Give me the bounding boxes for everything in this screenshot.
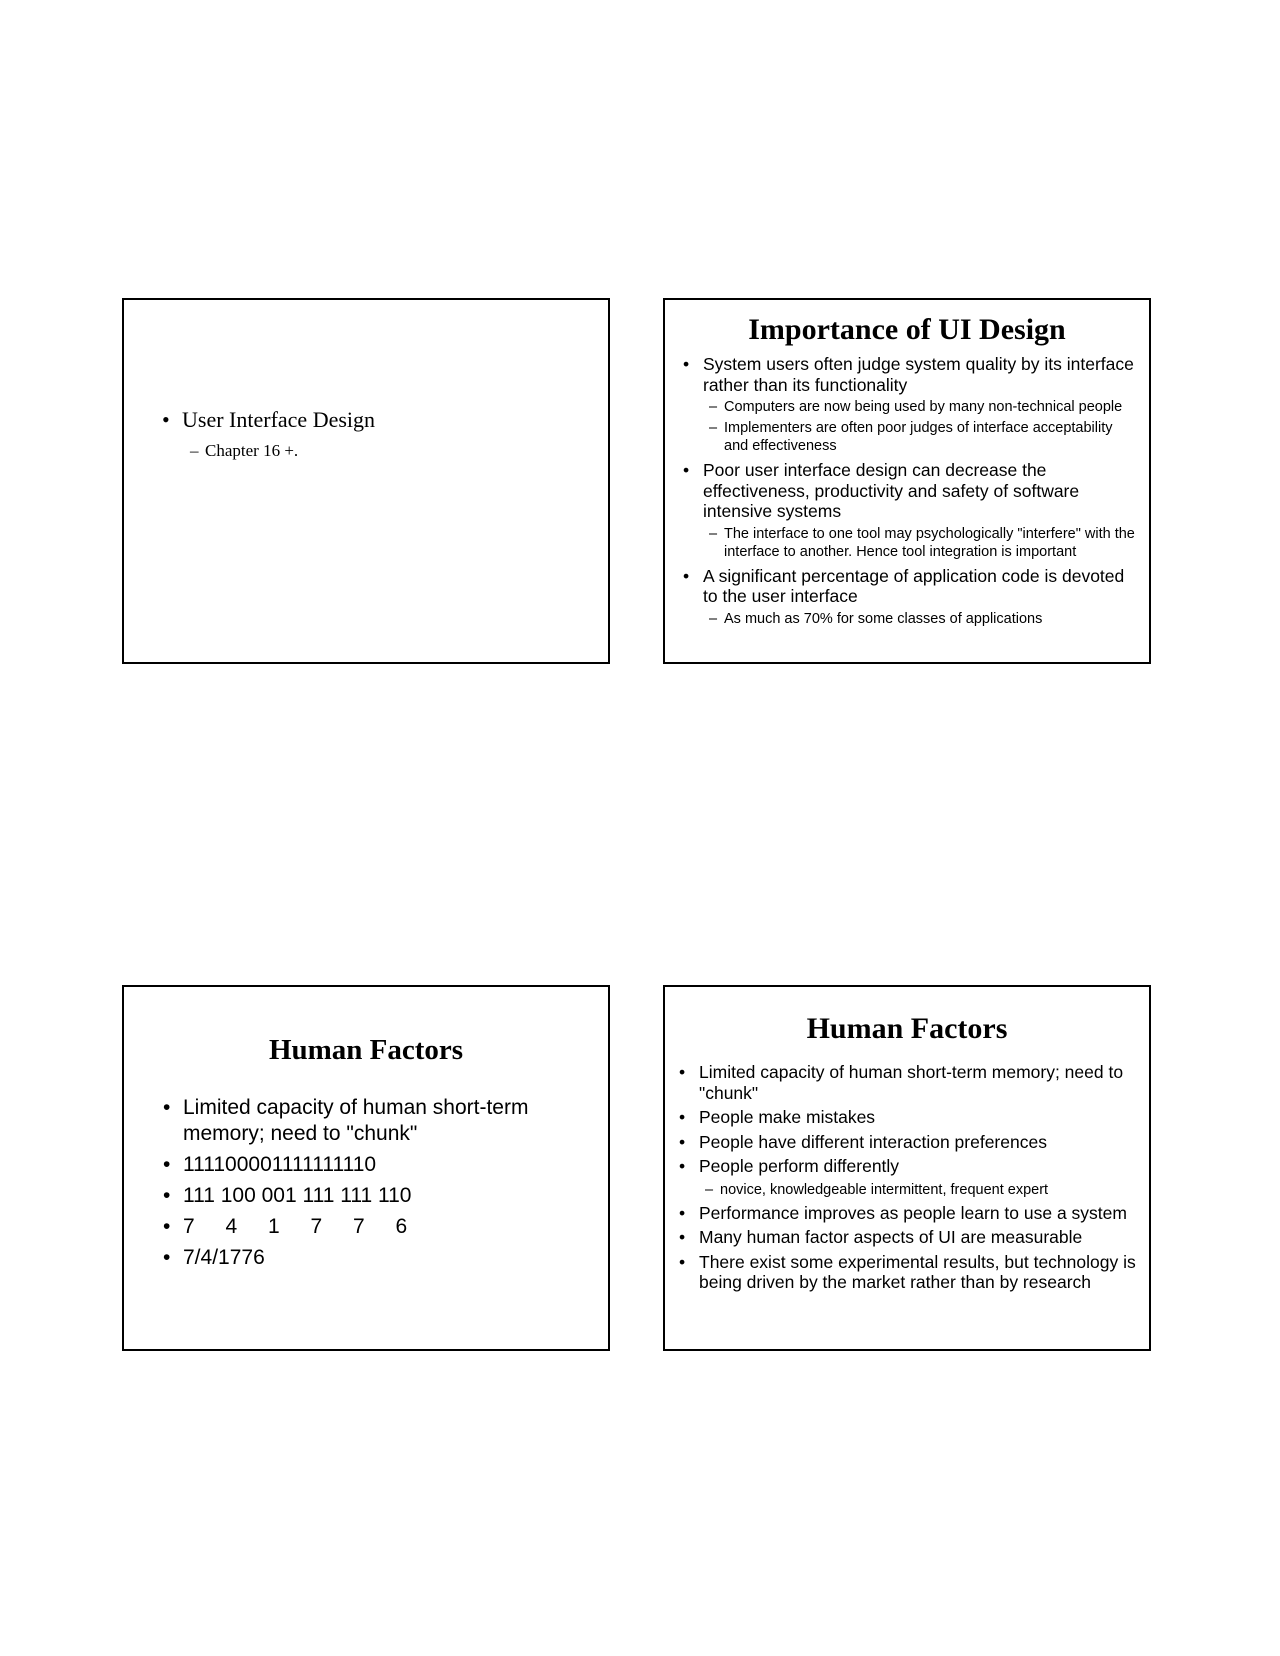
- bullet-item: • 111100001111111110: [183, 1152, 588, 1178]
- bullet-item: • Limited capacity of human short-term memory; need to "chunk": [699, 1062, 1137, 1103]
- slide-human-factors-chunking: [122, 985, 610, 1351]
- slide-importance-of-ui-design: [663, 298, 1151, 664]
- bullet-item: • People make mistakes: [699, 1107, 1137, 1128]
- bullet-item: • Many human factor aspects of UI are measurable: [699, 1227, 1137, 1248]
- digit: 6: [395, 1215, 408, 1238]
- bullet-item: • Poor user interface design can decrease the effectiveness, productivity and safety of software intensive systems: [703, 460, 1135, 522]
- bullet-list: [703, 354, 1135, 631]
- bullet-item: • Performance improves as people learn to use a system: [699, 1203, 1137, 1224]
- bullet-text: • User Interface Design: [182, 407, 375, 432]
- bullet-list: [183, 1095, 588, 1276]
- slide-user-interface-design: [122, 298, 610, 664]
- digit: 1: [268, 1215, 280, 1238]
- slide-human-factors-overview: [663, 985, 1151, 1351]
- bullet-item: • People perform differently: [699, 1156, 1137, 1177]
- bullet-list: [699, 1062, 1137, 1297]
- bullet-item: • 7/4/1776: [183, 1245, 588, 1271]
- digit: 7: [310, 1215, 323, 1238]
- bullet-item: • 111 100 001 111 111 110: [183, 1183, 588, 1209]
- bullet-item: • People have different interaction preferences: [699, 1132, 1137, 1153]
- bullet-item: • System users often judge system quality by its interface rather than its functionality: [703, 354, 1135, 395]
- digit: 7: [353, 1215, 365, 1238]
- slide-title: Human Factors: [806, 1012, 1008, 1045]
- sub-bullet-item: – Computers are now being used by many non-technical people: [724, 398, 1135, 416]
- bullet-item: • There exist some experimental results, but technology is being driven by the market rather than by research: [699, 1252, 1137, 1293]
- slide-title: Human Factors: [268, 1034, 464, 1066]
- bullet-item: • Limited capacity of human short-term memory; need to "chunk": [183, 1095, 588, 1147]
- bullet-item: • A significant percentage of application code is devoted to the user interface: [703, 566, 1135, 607]
- sub-bullet-item: – As much as 70% for some classes of applications: [724, 610, 1135, 628]
- sub-bullet-item: – The interface to one tool may psychologically "interfere" with the interface to another. Hence tool integration is important: [724, 525, 1135, 561]
- sub-bullet-text: – Chapter 16 +.: [205, 441, 298, 460]
- slide-sub-bullet: [205, 441, 298, 461]
- sub-bullet-item: – novice, knowledgeable intermittent, frequent expert: [720, 1181, 1137, 1199]
- sub-bullet-item: – Implementers are often poor judges of interface acceptability and effectiveness: [724, 419, 1135, 455]
- slide-bullet: [182, 407, 375, 433]
- digit: 7: [183, 1215, 195, 1238]
- bullet-item-digits: [183, 1214, 588, 1240]
- digit: 4: [225, 1215, 238, 1238]
- slide-title: Importance of UI Design: [748, 313, 1066, 346]
